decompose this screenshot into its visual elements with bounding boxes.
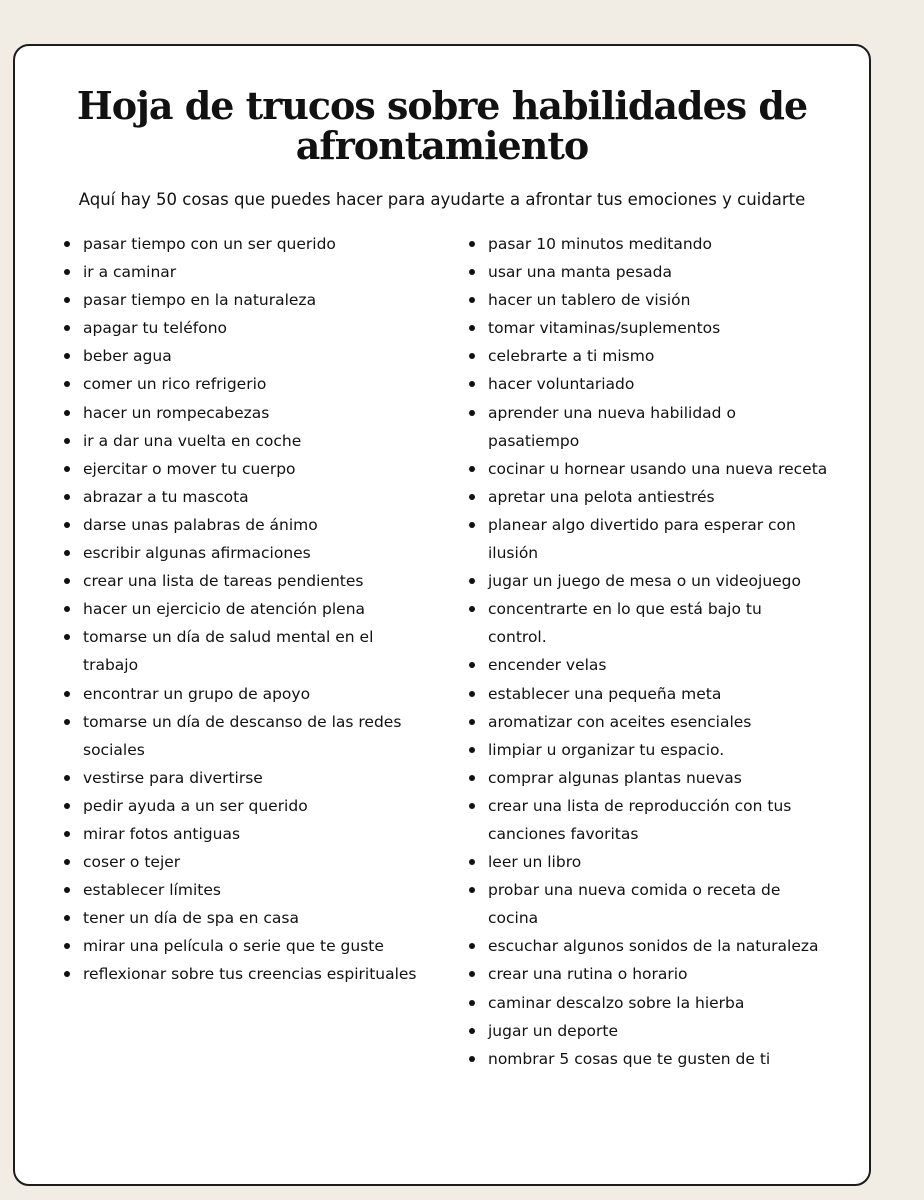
list-item (83, 708, 461, 764)
list-item-text: concentrarte en lo que está bajo tu (488, 600, 762, 619)
list-item-text: limpiar u organizar tu espacio. (488, 740, 725, 759)
list-item-text: hacer un ejercicio de atención plena (83, 600, 366, 619)
list-item-text: pasar 10 minutos meditando (488, 235, 712, 253)
list-item-text: tomarse un día de descanso de las redes (83, 712, 402, 731)
list-item-text: sociales (83, 740, 145, 759)
list-item (488, 708, 860, 736)
list-item (83, 960, 461, 988)
cheat-sheet-card (13, 44, 871, 1186)
list-item (83, 539, 461, 567)
list-item-text: cocinar u hornear usando una nueva receta (488, 459, 828, 478)
list-item (488, 876, 860, 932)
list-item-text: hacer un tablero de visión (488, 291, 691, 310)
list-item (488, 960, 860, 988)
list-item-text: encender velas (488, 656, 607, 675)
list-item (488, 370, 860, 398)
list-item-text: pasatiempo (488, 431, 580, 450)
page-title-line-1: Hoja de trucos sobre habilidades de (76, 83, 808, 128)
list-item (488, 736, 860, 764)
list-item (488, 651, 860, 679)
page-title-line-2: afrontamiento (295, 123, 589, 168)
list-item (83, 876, 461, 904)
list-item-text: establecer una pequeña meta (488, 684, 722, 703)
list-item-text: escribir algunas afirmaciones (83, 544, 311, 563)
list-item-text: leer un libro (488, 853, 582, 872)
list-item-text: darse unas palabras de ánimo (83, 515, 318, 534)
list-item (488, 483, 860, 511)
list-item (83, 230, 461, 258)
list-item (488, 1045, 860, 1073)
list-item-text: coser o tejer (83, 853, 181, 872)
list-item (488, 230, 860, 258)
list-item (83, 258, 461, 286)
list-item-text: establecer límites (83, 881, 221, 900)
list-item (488, 792, 860, 848)
list-item (488, 399, 860, 455)
list-item-text: tomarse un día de salud mental en el (83, 628, 374, 647)
list-item (488, 680, 860, 708)
list-item (83, 680, 461, 708)
list-item (488, 511, 860, 567)
list-item (83, 595, 461, 623)
list-item (83, 314, 461, 342)
list-item (83, 342, 461, 370)
list-item (83, 286, 461, 314)
list-item (488, 989, 860, 1017)
list-item-text: hacer voluntariado (488, 375, 635, 394)
list-item (83, 399, 461, 427)
list-item (83, 848, 461, 876)
list-item-text: encontrar un grupo de apoyo (83, 684, 311, 703)
list-item (488, 764, 860, 792)
list-item-text: celebrarte a ti mismo (488, 347, 655, 366)
list-item-text: mirar una película o serie que te guste (83, 937, 384, 956)
list-item (83, 792, 461, 820)
list-item-text: ir a dar una vuelta en coche (83, 431, 302, 450)
list-item-text: tomar vitaminas/suplementos (488, 319, 721, 338)
list-item-text: caminar descalzo sobre la hierba (488, 993, 745, 1012)
list-item (83, 567, 461, 595)
list-item-text: crear una lista de reproducción con tus (488, 796, 792, 815)
list-item-text: usar una manta pesada (488, 263, 672, 282)
list-item (488, 848, 860, 876)
list-item (83, 904, 461, 932)
left-column-list (83, 230, 461, 989)
list-item-text: tener un día de spa en casa (83, 909, 299, 928)
list-item-text: jugar un deporte (488, 1021, 619, 1040)
list-item-text: pedir ayuda a un ser querido (83, 796, 308, 815)
list-item (83, 511, 461, 539)
list-item (488, 314, 860, 342)
list-item-text: hacer un rompecabezas (83, 403, 270, 422)
list-item-text: beber agua (83, 347, 172, 366)
list-item-text: cocina (488, 909, 539, 928)
list-item-text: pasar tiempo con un ser querido (83, 235, 336, 253)
list-item-text: control. (488, 628, 547, 647)
list-item-text: reflexionar sobre tus creencias espirituales (83, 965, 417, 984)
list-item-text: nombrar 5 cosas que te gusten de ti (488, 1049, 771, 1068)
list-item-text: ir a caminar (83, 263, 177, 282)
list-item (83, 455, 461, 483)
list-item-text: canciones favoritas (488, 824, 639, 843)
list-item-text: apretar una pelota antiestrés (488, 487, 715, 506)
list-item (83, 483, 461, 511)
list-item (83, 623, 461, 679)
list-item-text: trabajo (83, 656, 139, 675)
list-item-text: ejercitar o mover tu cuerpo (83, 459, 296, 478)
list-item-text: abrazar a tu mascota (83, 487, 249, 506)
list-item (83, 370, 461, 398)
right-column-list (488, 230, 860, 1073)
list-item (488, 932, 860, 960)
subtitle: Aquí hay 50 cosas que puedes hacer para ayudarte a afrontar tus emociones y cuidarte (78, 190, 806, 209)
list-item (488, 342, 860, 370)
list-item (488, 286, 860, 314)
list-item (488, 1017, 860, 1045)
list-item (83, 764, 461, 792)
list-item (83, 820, 461, 848)
list-item (488, 567, 860, 595)
list-item-text: escuchar algunos sonidos de la naturaleza (488, 937, 819, 956)
list-item-text: ilusión (488, 544, 539, 563)
list-item-text: crear una rutina o horario (488, 965, 688, 984)
list-item-text: mirar fotos antiguas (83, 824, 241, 843)
list-item (83, 427, 461, 455)
list-item-text: comer un rico refrigerio (83, 375, 267, 394)
list-item-text: apagar tu teléfono (83, 319, 228, 338)
list-item (83, 932, 461, 960)
list-item-text: jugar un juego de mesa o un videojuego (488, 572, 802, 591)
list-item-text: probar una nueva comida o receta de (488, 881, 781, 900)
list-item (488, 455, 860, 483)
list-item-text: comprar algunas plantas nuevas (488, 768, 742, 787)
list-item-text: aromatizar con aceites esenciales (488, 712, 752, 731)
list-item-text: pasar tiempo en la naturaleza (83, 291, 317, 310)
list-item (488, 258, 860, 286)
list-item-text: aprender una nueva habilidad o (488, 403, 736, 422)
list-item-text: planear algo divertido para esperar con (488, 515, 796, 534)
list-item-text: crear una lista de tareas pendientes (83, 572, 364, 591)
list-item-text: vestirse para divertirse (83, 768, 263, 787)
list-item (488, 595, 860, 651)
